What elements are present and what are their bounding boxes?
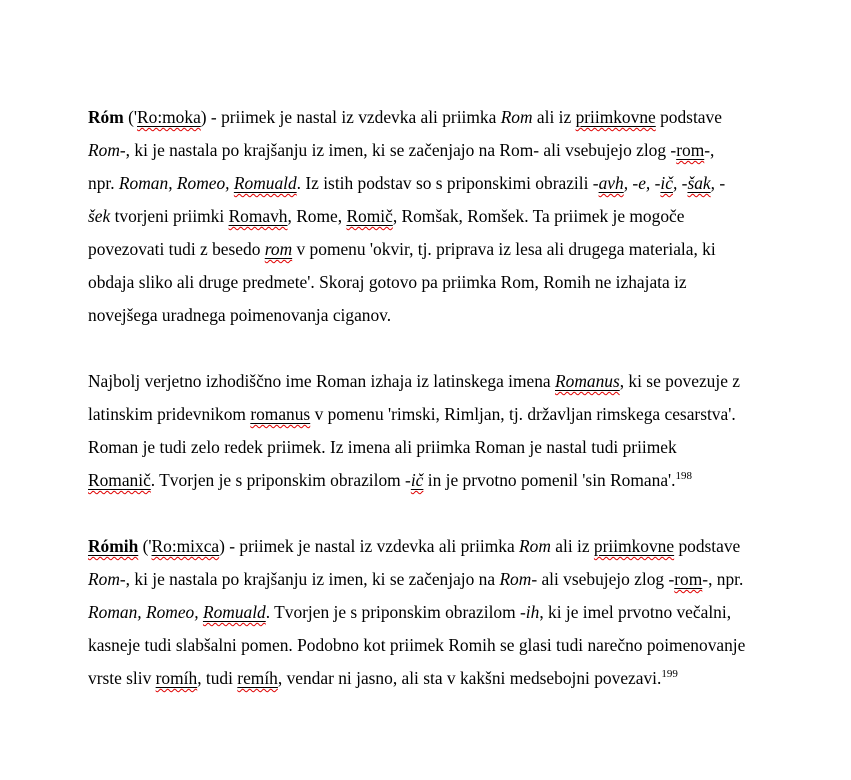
entry-romih: [88, 530, 827, 695]
text-run: -,: [704, 140, 715, 160]
text-run-underline: Ro:mixca: [151, 536, 220, 556]
text-line: [88, 464, 827, 497]
text-run: ) - priimek je nastal iz vzdevka ali priimka: [219, 536, 520, 556]
text-run-underline: Rómih: [88, 536, 139, 556]
text-run: -: [592, 173, 599, 193]
text-run-underline: šak: [687, 173, 711, 193]
text-run: [674, 569, 702, 589]
text-run: Roman, Romeo,: [118, 173, 234, 193]
text-run: , vendar ni jasno, ali sta v kakšni medsebojni povezavi.: [277, 668, 662, 688]
text-run: , ki se povezuje z: [619, 371, 740, 391]
text-run: latinskim pridevnikom: [88, 404, 251, 424]
text-line: [88, 398, 827, 431]
text-run: , tudi: [197, 668, 238, 688]
text-run: . Tvorjen je s priponskim obrazilom: [265, 602, 520, 622]
text-line: [88, 101, 827, 134]
text-run: [676, 140, 704, 160]
text-run: [346, 206, 392, 226]
text-line: [88, 563, 827, 596]
text-run-underline: Romanus: [555, 371, 620, 391]
text-run: , Romšak, Romšek. Ta priimek je mogoče: [392, 206, 685, 226]
text-run: ali iz: [532, 107, 576, 127]
text-run-underline: rom: [674, 569, 703, 589]
text-run-underline: Romanič: [88, 470, 151, 490]
text-run: [411, 470, 424, 490]
text-run-underline: romíh: [155, 668, 198, 688]
text-run: , -: [710, 173, 726, 193]
text-run: , -: [672, 173, 688, 193]
text-run: [555, 371, 620, 391]
text-run: [687, 173, 710, 193]
text-run: v pomenu 'okvir, tj. priprava iz lesa ali drugega materiala, ki: [292, 239, 716, 259]
text-run: [156, 668, 198, 688]
text-line: [88, 299, 827, 332]
text-run-underline: priimkovne: [575, 107, 656, 127]
entry-rom: [88, 101, 827, 332]
text-run: [234, 173, 297, 193]
text-run: Rom-: [88, 140, 126, 160]
text-run: tvorjeni priimki: [110, 206, 229, 226]
text-run-underline: romanus: [250, 404, 311, 424]
text-line: [88, 200, 827, 233]
footnote-ref: 199: [661, 668, 678, 681]
text-run: Rom-: [499, 569, 538, 589]
footnote-ref: 198: [675, 470, 693, 483]
text-run-underline: avh: [598, 173, 624, 193]
text-run-underline: Romuald: [202, 602, 266, 622]
text-run: šek: [88, 206, 111, 226]
text-line: [88, 431, 827, 464]
text-run: Rom: [519, 536, 551, 556]
text-run: povezovati tudi z besedo: [88, 239, 265, 259]
text-line: [88, 233, 827, 266]
headword: [88, 536, 138, 556]
text-run: Najbolj verjetno izhodiščno ime Roman izhaja iz latinskega imena: [88, 371, 555, 391]
text-run-underline: rom: [264, 239, 293, 259]
text-run: Roman, Romeo,: [88, 602, 203, 622]
text-run: vrste sliv: [88, 668, 156, 688]
text-run: [576, 107, 656, 127]
entry-roman-note: [88, 365, 827, 497]
text-run: [594, 536, 674, 556]
text-run: obdaja sliko ali druge predmete'. Skoraj gotovo pa priimka Rom, Romih ne izhajata iz: [88, 272, 687, 292]
text-line: [88, 629, 827, 662]
text-run: ali iz: [550, 536, 594, 556]
document-body: [88, 101, 827, 695]
text-run-underline: ič: [410, 470, 424, 490]
text-run: ali vsebujejo zlog -: [537, 569, 675, 589]
text-run: Rom: [500, 107, 533, 127]
text-run: v pomenu 'rimski, Rimljan, tj. državljan rimskega cesarstva'.: [310, 404, 736, 424]
text-run: [203, 602, 266, 622]
phonetic-transcription: [137, 107, 201, 127]
text-run: [88, 470, 151, 490]
text-run: npr.: [88, 173, 119, 193]
text-run-underline: Ro:moka: [137, 107, 201, 127]
text-run: [250, 404, 310, 424]
text-run: , -e, -: [623, 173, 661, 193]
text-run-underline: ič: [660, 173, 673, 193]
text-line: [88, 134, 827, 167]
text-line: [88, 266, 827, 299]
text-run: , ki je imel prvotno večalni,: [539, 602, 732, 622]
text-line: [88, 596, 827, 629]
text-run: . Tvorjen je s priponskim obrazilom: [150, 470, 406, 490]
text-run: [229, 206, 288, 226]
text-run: -, npr.: [702, 569, 744, 589]
text-run: , Rome,: [287, 206, 347, 226]
text-line: [88, 530, 827, 563]
text-run: Roman je tudi zelo redek priimek. Iz imena ali priimka Roman je nastal tudi priimek: [88, 437, 677, 457]
text-run-underline: priimkovne: [593, 536, 675, 556]
text-run-underline: Romič: [346, 206, 393, 226]
text-run-underline: rom: [676, 140, 705, 160]
text-line: [88, 365, 827, 398]
text-run: [265, 239, 292, 259]
text-run: novejšega uradnega poimenovanja ciganov.: [88, 305, 392, 325]
text-line: [88, 662, 827, 695]
text-run: podstave: [655, 107, 722, 127]
text-run: (': [123, 107, 138, 127]
phonetic-transcription: [152, 536, 220, 556]
text-run: , ki je nastala po krajšanju iz imen, ki se začenjajo na Rom- ali vsebujejo zlog -: [125, 140, 677, 160]
text-run: in je prvotno pomenil 'sin Romana'.: [423, 470, 676, 490]
text-run: -: [405, 470, 411, 490]
text-run: (': [138, 536, 152, 556]
text-run: [237, 668, 278, 688]
text-run: [599, 173, 624, 193]
text-line: [88, 167, 827, 200]
text-run: . Iz istih podstav so s priponskimi obrazili: [296, 173, 593, 193]
text-run: Rom-: [88, 569, 126, 589]
headword: Róm: [88, 107, 124, 127]
text-run: -ih: [519, 602, 540, 622]
text-run-underline: Romuald: [233, 173, 297, 193]
text-run: ) - priimek je nastal iz vzdevka ali priimka: [200, 107, 501, 127]
text-run: , ki je nastala po krajšanju iz imen, ki se začenjajo na: [125, 569, 500, 589]
text-run: [660, 173, 673, 193]
text-run: kasneje tudi slabšalni pomen. Podobno kot priimek Romih se glasi tudi narečno poimenovanje: [88, 635, 746, 655]
text-run-underline: Romavh: [228, 206, 288, 226]
text-run: podstave: [674, 536, 741, 556]
text-run-underline: remíh: [237, 668, 278, 688]
